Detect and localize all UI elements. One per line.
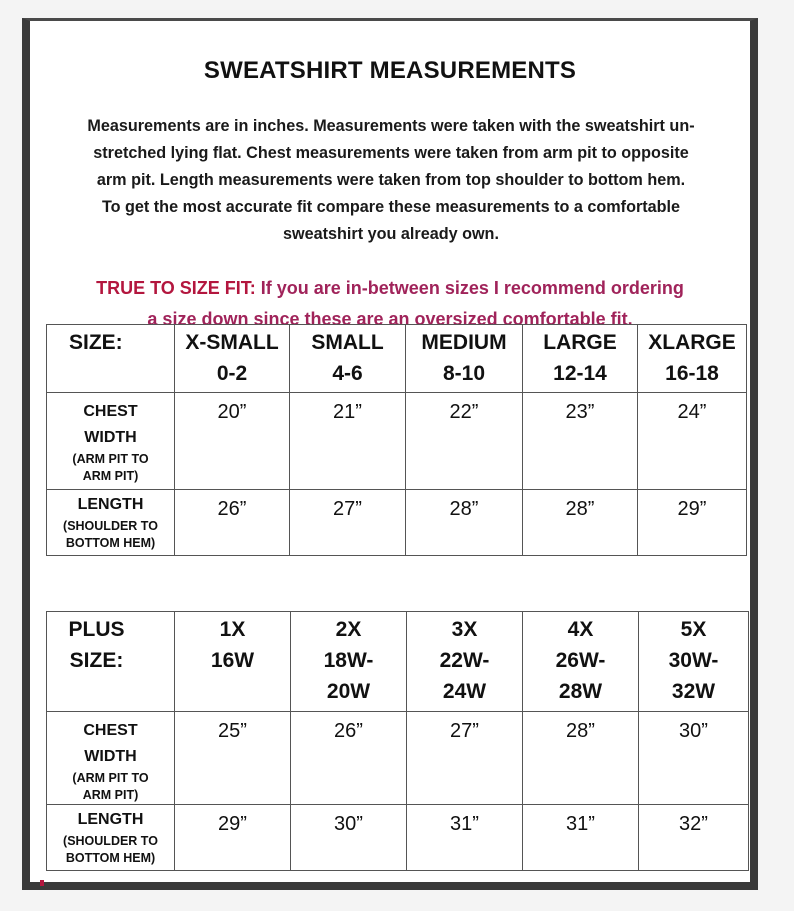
size-range: 28W — [558, 680, 603, 703]
measurement-cell: 21” — [290, 393, 406, 490]
row-label: CHEST — [83, 722, 138, 739]
size-column-header — [639, 612, 749, 712]
table-row — [47, 805, 749, 871]
document-frame — [22, 18, 758, 890]
size-range: 16-18 — [665, 362, 719, 385]
size-name: 2X — [335, 618, 362, 641]
size-column-header — [523, 325, 638, 393]
size-range: 12-14 — [553, 362, 607, 385]
size-range: 4-6 — [332, 362, 363, 385]
size-range: 8-10 — [442, 362, 486, 385]
chest-width-label — [47, 393, 175, 490]
row-sublabel: (SHOULDER TO — [63, 834, 158, 848]
header-line: SIZE: — [69, 649, 124, 672]
measurement-cell: 27” — [407, 712, 523, 805]
size-name: XLARGE — [648, 331, 736, 354]
chest-width-label — [47, 712, 175, 805]
measurement-cell: 28” — [523, 712, 639, 805]
size-range: 32W — [671, 680, 716, 703]
size-name: 4X — [567, 618, 594, 641]
measurement-cell: 27” — [290, 490, 406, 556]
intro-line: To get the most accurate fit compare these measurements to a comfortable — [101, 198, 681, 216]
table-row — [47, 490, 747, 556]
length-label — [47, 805, 175, 871]
fit-note-text: If you are in-between sizes I recommend ordering — [255, 278, 684, 298]
fit-note-line-2: a size down since these are an oversized comfortable fit. — [147, 309, 633, 329]
measurement-cell: 25” — [175, 712, 291, 805]
measurement-cell: 29” — [175, 805, 291, 871]
size-column-header — [290, 325, 406, 393]
measurement-cell: 30” — [639, 712, 749, 805]
row-label: LENGTH — [77, 811, 144, 828]
measurement-cell: 31” — [407, 805, 523, 871]
table-row — [47, 612, 749, 712]
size-range: 16W — [210, 649, 255, 672]
size-name: 3X — [451, 618, 478, 641]
row-sublabel: ARM PIT) — [82, 469, 139, 483]
size-range: 26W- — [555, 649, 606, 672]
size-column-header — [407, 612, 523, 712]
measurement-cell: 24” — [638, 393, 747, 490]
size-range: 22W- — [439, 649, 490, 672]
table-row — [47, 393, 747, 490]
size-header-label: SIZE: — [47, 325, 175, 393]
intro-line: arm pit. Length measurements were taken from top shoulder to bottom hem. — [96, 171, 686, 189]
measurement-cell: 32” — [639, 805, 749, 871]
row-label: WIDTH — [84, 429, 137, 446]
intro-line: Measurements are in inches. Measurements were taken with the sweatshirt un- — [87, 117, 695, 135]
size-name: MEDIUM — [421, 331, 507, 354]
standard-size-table — [46, 324, 747, 556]
measurement-cell: 26” — [175, 490, 290, 556]
decorative-mark — [40, 880, 44, 886]
header-line: PLUS — [68, 618, 125, 641]
measurement-cell: 28” — [523, 490, 638, 556]
intro-line: sweatshirt you already own. — [283, 225, 499, 243]
measurement-cell: 31” — [523, 805, 639, 871]
row-label: CHEST — [83, 403, 138, 420]
measurement-cell: 28” — [406, 490, 523, 556]
table-row — [47, 325, 747, 393]
fit-note-lead: TRUE TO SIZE FIT: — [96, 278, 256, 298]
size-range: 20W — [326, 680, 371, 703]
size-column-header — [291, 612, 407, 712]
row-sublabel: (ARM PIT TO — [72, 771, 149, 785]
row-label: LENGTH — [77, 496, 144, 513]
size-name: 1X — [219, 618, 246, 641]
measurement-cell: 23” — [523, 393, 638, 490]
intro-paragraph — [50, 113, 732, 248]
size-name: 5X — [680, 618, 707, 641]
fit-note-line-1 — [48, 273, 732, 304]
size-name: X-SMALL — [185, 331, 279, 354]
row-sublabel: BOTTOM HEM) — [65, 851, 156, 865]
size-range: 0-2 — [216, 362, 248, 385]
measurement-cell: 30” — [291, 805, 407, 871]
length-label — [47, 490, 175, 556]
row-sublabel: BOTTOM HEM) — [65, 536, 156, 550]
plus-size-table — [46, 611, 749, 871]
measurement-cell: 22” — [406, 393, 523, 490]
size-name: LARGE — [543, 331, 617, 354]
row-sublabel: ARM PIT) — [82, 788, 139, 802]
row-sublabel: (SHOULDER TO — [63, 519, 158, 533]
intro-line: stretched lying flat. Chest measurements were taken from arm pit to opposite — [93, 144, 689, 162]
row-sublabel: (ARM PIT TO — [72, 452, 149, 466]
size-name: SMALL — [311, 331, 384, 354]
plus-size-header-label — [47, 612, 175, 712]
size-column-header — [638, 325, 747, 393]
table-row — [47, 712, 749, 805]
page-title: SWEATSHIRT MEASUREMENTS — [203, 57, 577, 84]
size-range: 30W- — [668, 649, 719, 672]
size-range: 18W- — [323, 649, 374, 672]
size-range: 24W — [442, 680, 487, 703]
row-label: WIDTH — [84, 748, 137, 765]
measurement-cell: 26” — [291, 712, 407, 805]
measurement-cell: 29” — [638, 490, 747, 556]
size-column-header — [175, 612, 291, 712]
size-column-header — [523, 612, 639, 712]
size-column-header — [406, 325, 523, 393]
measurement-cell: 20” — [175, 393, 290, 490]
size-column-header — [175, 325, 290, 393]
